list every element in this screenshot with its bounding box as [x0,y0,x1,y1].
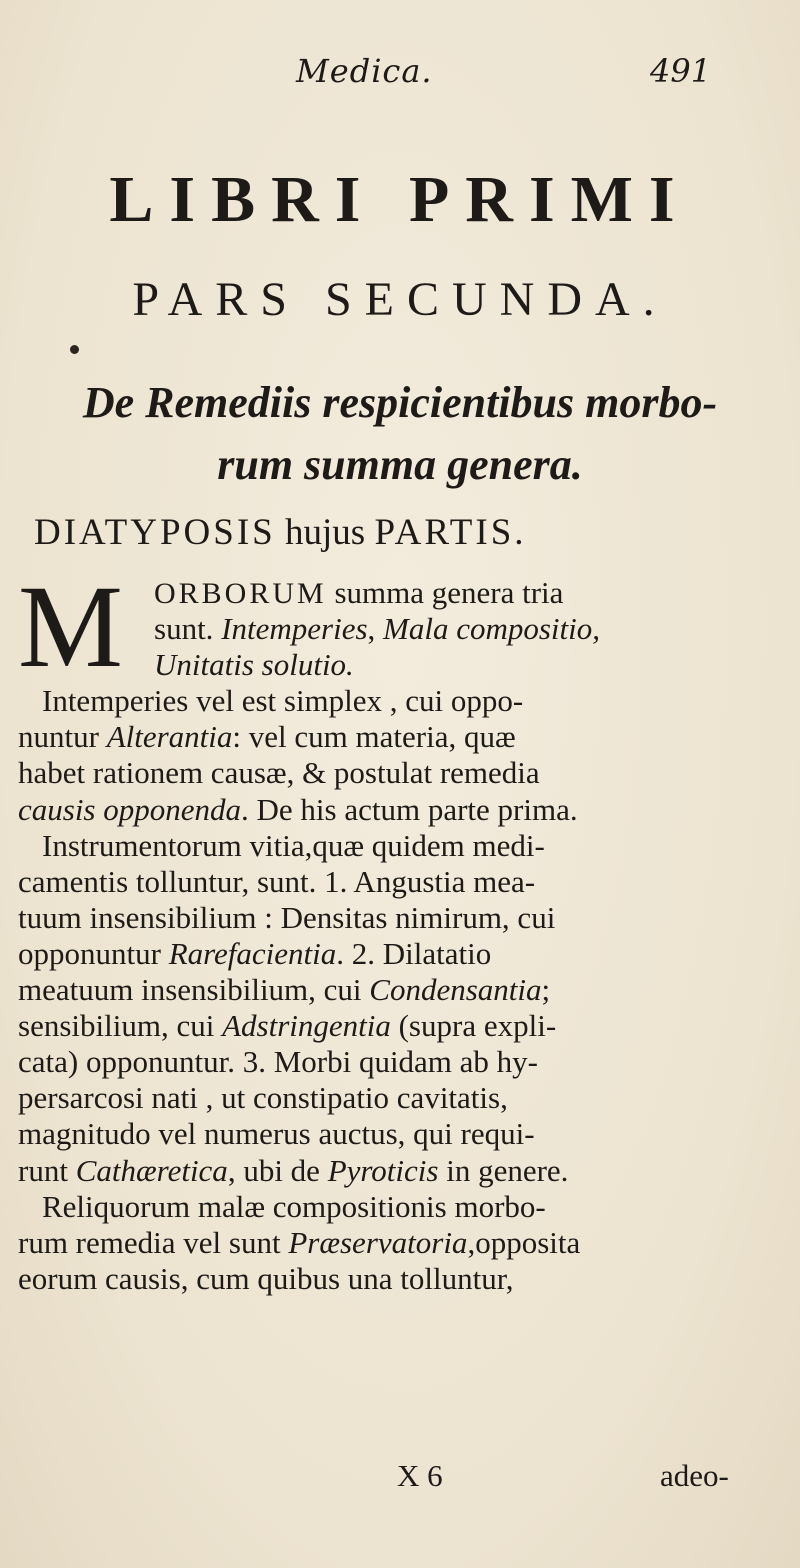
part-heading: PARS SECUNDA. [132,273,668,326]
text-line: magnitudo vel numerus auctus, qui requi- [18,1116,535,1152]
text-span: Cathæretica [75,1152,228,1188]
text-line: persarcosi nati , ut constipatio cavitatis, [18,1080,508,1116]
text-line: habet rationem causæ, & postulat remedia [18,755,540,791]
text-line: Reliquorum malæ compositionis morbo- [42,1188,546,1224]
text-span: Alterantia [106,719,233,755]
text-span: sunt. [154,611,222,647]
text-span: Adstringentia [222,1008,391,1044]
text-line: Instrumentorum vitia,quæ quidem medi- [42,827,545,863]
text-line [18,1225,718,1261]
diatyposis-mid: hujus [275,512,375,553]
text-line [18,611,718,647]
text-line: camentis tolluntur, sunt. 1. Angustia mea- [18,863,536,899]
text-span: Rarefacientia [168,935,337,971]
text-span: rum remedia vel sunt [18,1224,289,1260]
text-span: Mala compositio, [383,611,601,647]
text-span: runt [18,1152,76,1188]
text-span: causis opponenda [18,791,242,827]
text-span: in genere. [438,1152,569,1188]
text-line: eorum causis, cum quibus una tolluntur, [18,1260,514,1296]
text-line: Unitatis solutio. [154,647,354,683]
text-line [18,972,718,1008]
book-heading: LIBRI PRIMI [109,163,691,236]
text-span: : vel cum materia, quæ [232,719,516,755]
text-span: , [367,611,384,647]
diatyposis-word: DIATYPOSIS [34,512,276,553]
text-line [18,1153,718,1189]
text-line [18,575,718,611]
text-line: Intemperies vel est simplex , cui oppo- [42,683,524,719]
text-span: summa genera tria [326,575,564,610]
text-span: , ubi de [227,1152,328,1188]
catchword: adeo- [660,1458,729,1493]
text-span: ; [541,972,551,1008]
text-line [18,792,718,828]
text-span: Pyroticis [327,1152,439,1188]
text-span: nuntur [18,719,107,755]
catchline [0,1458,800,1498]
running-title: Medica. [296,52,433,90]
text-line [18,719,718,755]
text-span: sensibilium, cui [18,1008,223,1044]
text-line: tuum insensibilium : Densitas nimirum, cui [18,899,556,935]
text-span: opponuntur [18,935,169,971]
body-text [18,561,718,1297]
running-head [0,52,800,102]
diatyposis-partis: PARTIS. [374,512,527,553]
text-span: Intemperies [221,611,368,647]
subtitle-line-2: rum summa genera. [217,440,583,489]
text-span: ORBORUM [154,577,327,610]
section-subtitle [0,372,800,496]
text-span: meatuum insensibilium, cui [18,972,370,1008]
page-number: 491 [650,52,712,90]
text-span: . De his actum parte prima. [241,791,578,827]
text-span: Condensantia [369,972,542,1008]
text-span: ,opposita [467,1224,581,1260]
text-line: cata) opponuntur. 3. Morbi quidam ab hy- [18,1044,539,1080]
ornament-dot [70,345,79,354]
drop-cap: M [18,561,123,692]
text-line [18,1008,718,1044]
signature-mark: X 6 [397,1458,443,1493]
text-span: . 2. Dilatatio [336,935,492,971]
subtitle-line-1: De Remediis respicientibus morbo- [82,378,718,427]
text-line [18,936,718,972]
diatyposis-heading [34,508,774,558]
text-span: Præservatoria [288,1224,468,1260]
text-span: (supra expli- [390,1008,557,1044]
